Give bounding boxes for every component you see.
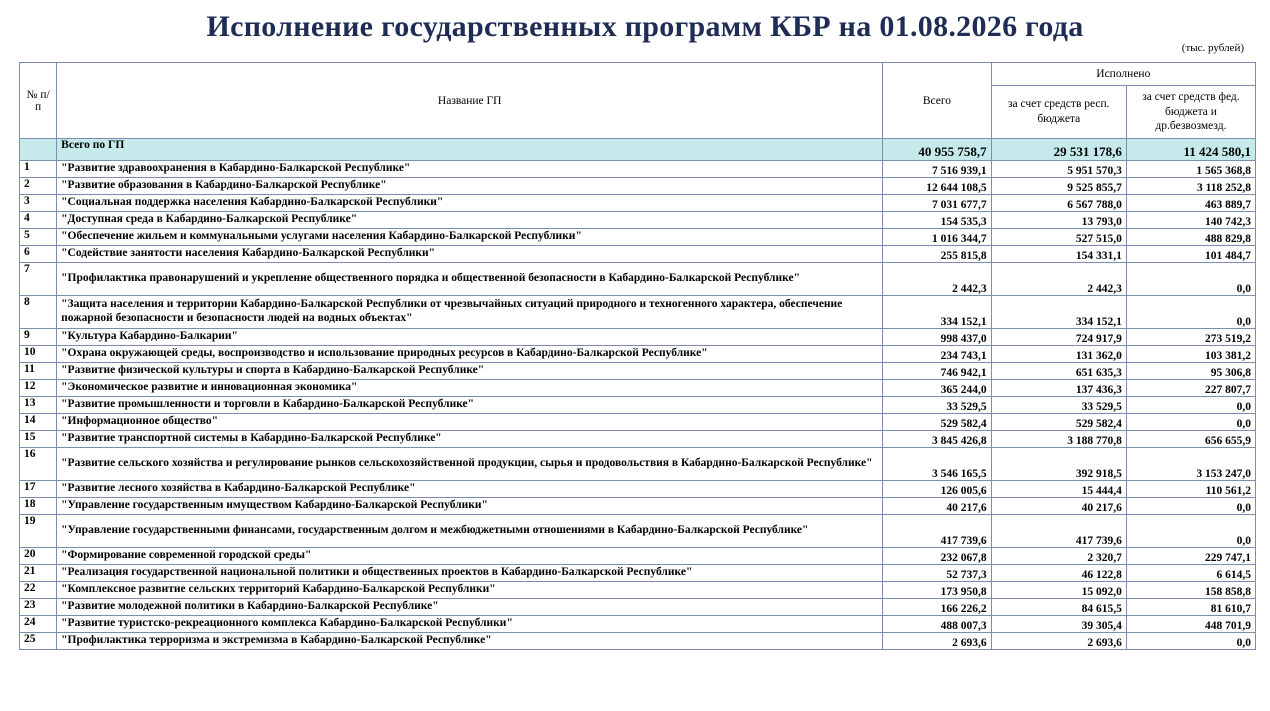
table-row	[20, 448, 1256, 481]
federal-value: 140 742,3	[1126, 212, 1255, 229]
summary-label: Всего по ГП	[57, 139, 883, 161]
total-value: 417 739,6	[883, 515, 991, 548]
row-number: 21	[20, 565, 57, 582]
total-value: 33 529,5	[883, 397, 991, 414]
total-value: 1 016 344,7	[883, 229, 991, 246]
program-name: "Комплексное развитие сельских территорий Кабардино-Балкарской Республики"	[57, 582, 883, 599]
republic-value: 417 739,6	[991, 515, 1126, 548]
federal-value: 0,0	[1126, 397, 1255, 414]
table-row	[20, 296, 1256, 329]
program-name: "Информационное общество"	[57, 414, 883, 431]
row-number: 15	[20, 431, 57, 448]
header-num: № п/п	[20, 63, 57, 139]
total-value: 746 942,1	[883, 363, 991, 380]
row-number: 10	[20, 346, 57, 363]
units-note: (тыс. рублей)	[1181, 42, 1244, 54]
table-row	[20, 380, 1256, 397]
total-value: 998 437,0	[883, 329, 991, 346]
summary-row	[20, 139, 1256, 161]
federal-value: 3 153 247,0	[1126, 448, 1255, 481]
federal-value: 0,0	[1126, 414, 1255, 431]
federal-value: 463 889,7	[1126, 195, 1255, 212]
table-row	[20, 599, 1256, 616]
table-row	[20, 431, 1256, 448]
row-number: 8	[20, 296, 57, 329]
table-row	[20, 246, 1256, 263]
header-total: Всего	[883, 63, 991, 139]
republic-value: 6 567 788,0	[991, 195, 1126, 212]
row-number: 6	[20, 246, 57, 263]
republic-value: 527 515,0	[991, 229, 1126, 246]
program-name: "Развитие здравоохранения в Кабардино-Балкарской Республике"	[57, 161, 883, 178]
republic-value: 137 436,3	[991, 380, 1126, 397]
table-row	[20, 212, 1256, 229]
program-name: "Содействие занятости населения Кабардино-Балкарской Республики"	[57, 246, 883, 263]
row-number: 7	[20, 263, 57, 296]
republic-value: 13 793,0	[991, 212, 1126, 229]
table-row	[20, 397, 1256, 414]
total-value: 234 743,1	[883, 346, 991, 363]
summary-republic: 29 531 178,6	[991, 139, 1126, 161]
total-value: 3 845 426,8	[883, 431, 991, 448]
table-row	[20, 633, 1256, 650]
row-number: 19	[20, 515, 57, 548]
summary-num	[20, 139, 57, 161]
republic-value: 2 442,3	[991, 263, 1126, 296]
federal-value: 95 306,8	[1126, 363, 1255, 380]
total-value: 40 217,6	[883, 498, 991, 515]
program-name: "Профилактика терроризма и экстремизма в Кабардино-Балкарской Республике"	[57, 633, 883, 650]
program-name: "Развитие промышленности и торговли в Кабардино-Балкарской Республике"	[57, 397, 883, 414]
republic-value: 529 582,4	[991, 414, 1126, 431]
republic-value: 33 529,5	[991, 397, 1126, 414]
federal-value: 103 381,2	[1126, 346, 1255, 363]
republic-value: 131 362,0	[991, 346, 1126, 363]
total-value: 166 226,2	[883, 599, 991, 616]
program-name: "Реализация государственной национальной политики и общественных проектов в Кабардино-Балкарской Республике"	[57, 565, 883, 582]
total-value: 255 815,8	[883, 246, 991, 263]
row-number: 11	[20, 363, 57, 380]
table-row	[20, 195, 1256, 212]
federal-value: 227 807,7	[1126, 380, 1255, 397]
row-number: 25	[20, 633, 57, 650]
total-value: 7 031 677,7	[883, 195, 991, 212]
federal-value: 0,0	[1126, 498, 1255, 515]
total-value: 3 546 165,5	[883, 448, 991, 481]
program-name: "Управление государственными финансами, государственным долгом и межбюджетными отношениями в Кабардино-Балкарской Республике"	[57, 515, 883, 548]
total-value: 334 152,1	[883, 296, 991, 329]
program-name: "Защита населения и территории Кабардино-Балкарской Республики от чрезвычайных ситуаций природного и техногенного характера, обеспечение пожарной безопасности и безопасности людей на водных объектах"	[57, 296, 883, 329]
total-value: 7 516 939,1	[883, 161, 991, 178]
table-row	[20, 548, 1256, 565]
program-name: "Формирование современной городской среды"	[57, 548, 883, 565]
row-number: 16	[20, 448, 57, 481]
program-name: "Социальная поддержка населения Кабардино-Балкарской Республики"	[57, 195, 883, 212]
table-row	[20, 481, 1256, 498]
programs-table	[19, 62, 1256, 650]
republic-value: 2 320,7	[991, 548, 1126, 565]
republic-value: 334 152,1	[991, 296, 1126, 329]
program-name: "Обеспечение жильем и коммунальными услугами населения Кабардино-Балкарской Республики"	[57, 229, 883, 246]
federal-value: 0,0	[1126, 296, 1255, 329]
republic-value: 724 917,9	[991, 329, 1126, 346]
total-value: 154 535,3	[883, 212, 991, 229]
header-name: Название ГП	[57, 63, 883, 139]
page-title: Исполнение государственных программ КБР на 01.08.2026 года	[206, 10, 1084, 43]
republic-value: 46 122,8	[991, 565, 1126, 582]
row-number: 13	[20, 397, 57, 414]
summary-total: 40 955 758,7	[883, 139, 991, 161]
republic-value: 84 615,5	[991, 599, 1126, 616]
republic-value: 9 525 855,7	[991, 178, 1126, 195]
federal-value: 229 747,1	[1126, 548, 1255, 565]
table-row	[20, 616, 1256, 633]
federal-value: 0,0	[1126, 263, 1255, 296]
row-number: 9	[20, 329, 57, 346]
row-number: 17	[20, 481, 57, 498]
table-body	[20, 139, 1256, 650]
table-row	[20, 565, 1256, 582]
republic-value: 15 092,0	[991, 582, 1126, 599]
program-name: "Развитие физической культуры и спорта в Кабардино-Балкарской Республике"	[57, 363, 883, 380]
row-number: 5	[20, 229, 57, 246]
row-number: 1	[20, 161, 57, 178]
table-row	[20, 346, 1256, 363]
row-number: 12	[20, 380, 57, 397]
table-row	[20, 414, 1256, 431]
program-name: "Развитие лесного хозяйства в Кабардино-Балкарской Республике"	[57, 481, 883, 498]
republic-value: 392 918,5	[991, 448, 1126, 481]
row-number: 14	[20, 414, 57, 431]
table-row	[20, 263, 1256, 296]
total-value: 232 067,8	[883, 548, 991, 565]
republic-value: 39 305,4	[991, 616, 1126, 633]
program-name: "Доступная среда в Кабардино-Балкарской Республике"	[57, 212, 883, 229]
row-number: 3	[20, 195, 57, 212]
header-federal-budget: за счет средств фед. бюджета и др.безвозмезд.	[1126, 86, 1255, 139]
total-value: 2 442,3	[883, 263, 991, 296]
federal-value: 81 610,7	[1126, 599, 1255, 616]
republic-value: 3 188 770,8	[991, 431, 1126, 448]
table-row	[20, 329, 1256, 346]
program-name: "Развитие образования в Кабардино-Балкарской Республике"	[57, 178, 883, 195]
table-row	[20, 363, 1256, 380]
program-name: "Экономическое развитие и инновационная экономика"	[57, 380, 883, 397]
federal-value: 110 561,2	[1126, 481, 1255, 498]
federal-value: 3 118 252,8	[1126, 178, 1255, 195]
table-row	[20, 161, 1256, 178]
program-name: "Культура Кабардино-Балкарии"	[57, 329, 883, 346]
table-row	[20, 178, 1256, 195]
row-number: 23	[20, 599, 57, 616]
total-value: 52 737,3	[883, 565, 991, 582]
program-name: "Управление государственным имуществом Кабардино-Балкарской Республики"	[57, 498, 883, 515]
row-number: 18	[20, 498, 57, 515]
federal-value: 101 484,7	[1126, 246, 1255, 263]
federal-value: 6 614,5	[1126, 565, 1255, 582]
republic-value: 154 331,1	[991, 246, 1126, 263]
total-value: 2 693,6	[883, 633, 991, 650]
federal-value: 158 858,8	[1126, 582, 1255, 599]
table-row	[20, 515, 1256, 548]
federal-value: 1 565 368,8	[1126, 161, 1255, 178]
republic-value: 651 635,3	[991, 363, 1126, 380]
program-name: "Профилактика правонарушений и укрепление общественного порядка и общественной безопасности в Кабардино-Балкарской Республике"	[57, 263, 883, 296]
program-name: "Развитие транспортной системы в Кабардино-Балкарской Республике"	[57, 431, 883, 448]
summary-federal: 11 424 580,1	[1126, 139, 1255, 161]
table-row	[20, 582, 1256, 599]
federal-value: 0,0	[1126, 515, 1255, 548]
republic-value: 40 217,6	[991, 498, 1126, 515]
total-value: 365 244,0	[883, 380, 991, 397]
row-number: 4	[20, 212, 57, 229]
republic-value: 5 951 570,3	[991, 161, 1126, 178]
republic-value: 15 444,4	[991, 481, 1126, 498]
header-republic-budget: за счет средств респ. бюджета	[991, 86, 1126, 139]
total-value: 126 005,6	[883, 481, 991, 498]
total-value: 529 582,4	[883, 414, 991, 431]
program-name: "Развитие молодежной политики в Кабардино-Балкарской Республике"	[57, 599, 883, 616]
row-number: 20	[20, 548, 57, 565]
total-value: 12 644 108,5	[883, 178, 991, 195]
federal-value: 656 655,9	[1126, 431, 1255, 448]
program-name: "Охрана окружающей среды, воспроизводство и использование природных ресурсов в Кабардино-Балкарской Республике"	[57, 346, 883, 363]
federal-value: 448 701,9	[1126, 616, 1255, 633]
total-value: 488 007,3	[883, 616, 991, 633]
program-name: "Развитие туристско-рекреационного комплекса Кабардино-Балкарской Республики"	[57, 616, 883, 633]
federal-value: 488 829,8	[1126, 229, 1255, 246]
republic-value: 2 693,6	[991, 633, 1126, 650]
program-name: "Развитие сельского хозяйства и регулирование рынков сельскохозяйственной продукции, сырья и продовольствия в Кабардино-Балкарской Республике"	[57, 448, 883, 481]
total-value: 173 950,8	[883, 582, 991, 599]
row-number: 22	[20, 582, 57, 599]
federal-value: 0,0	[1126, 633, 1255, 650]
header-executed: Исполнено	[991, 63, 1255, 86]
table-row	[20, 229, 1256, 246]
table-row	[20, 498, 1256, 515]
federal-value: 273 519,2	[1126, 329, 1255, 346]
row-number: 24	[20, 616, 57, 633]
row-number: 2	[20, 178, 57, 195]
